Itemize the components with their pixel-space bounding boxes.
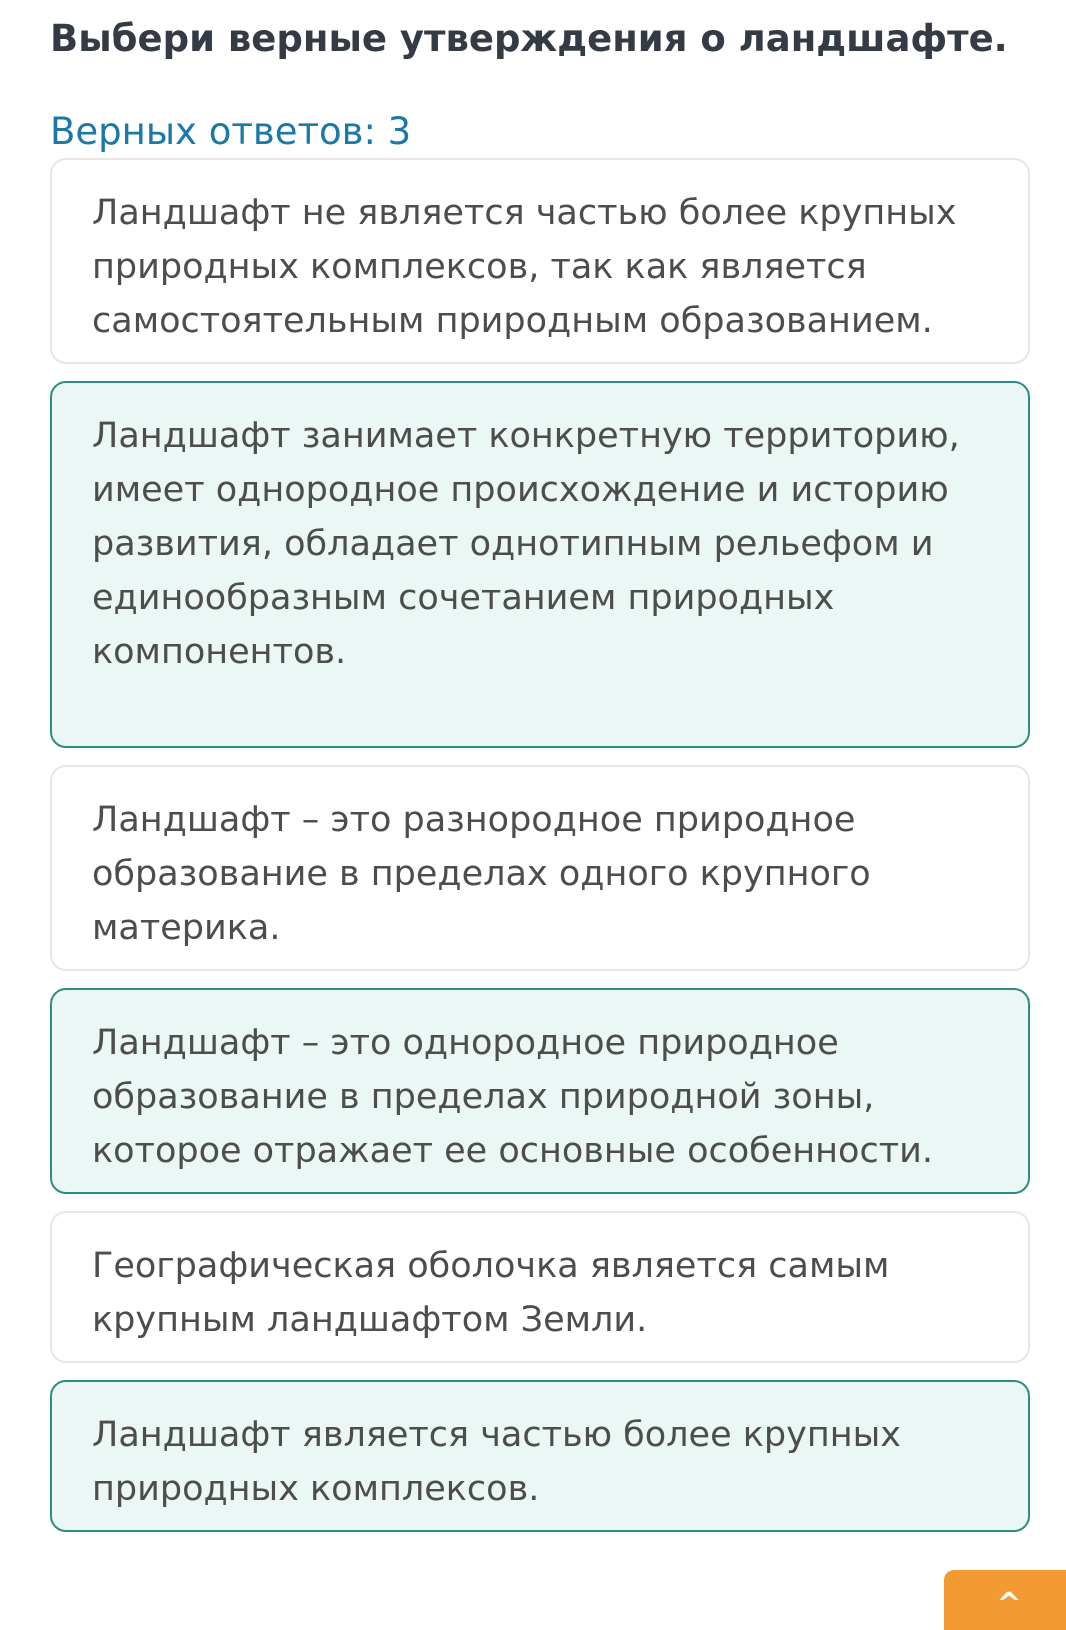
answer-option-5[interactable]	[50, 1211, 1030, 1363]
answer-option-3[interactable]	[50, 765, 1030, 971]
answer-option-1[interactable]	[50, 158, 1030, 364]
answer-option-text: Ландшафт занимает конкретную территорию, имеет однородное происхождение и историю развития, обладает однотипным рельефом и единообразным сочетанием природных компонентов.	[92, 416, 960, 672]
question-title: Выбери верные утверждения о ландшафте.	[50, 17, 1008, 60]
answer-option-text: Ландшафт – это разнородное природное образование в пределах одного крупного материка.	[92, 800, 871, 948]
answer-option-text: Ландшафт – это однородное природное образование в пределах природной зоны, которое отражает ее основные особенности.	[92, 1023, 933, 1171]
answer-option-2[interactable]	[50, 381, 1030, 748]
next-button[interactable]	[944, 1570, 1066, 1630]
correct-answers-count: Верных ответов: 3	[50, 110, 412, 153]
answer-option-text: Географическая оболочка является самым крупным ландшафтом Земли.	[92, 1246, 890, 1340]
answer-option-text: Ландшафт не является частью более крупных природных комплексов, так как является самостоятельным природным образованием.	[92, 193, 957, 341]
answer-option-4[interactable]	[50, 988, 1030, 1194]
answer-option-text: Ландшафт является частью более крупных природных комплексов.	[92, 1415, 901, 1509]
chevron-up-icon: ^	[996, 1587, 1022, 1622]
answer-option-6[interactable]	[50, 1380, 1030, 1532]
